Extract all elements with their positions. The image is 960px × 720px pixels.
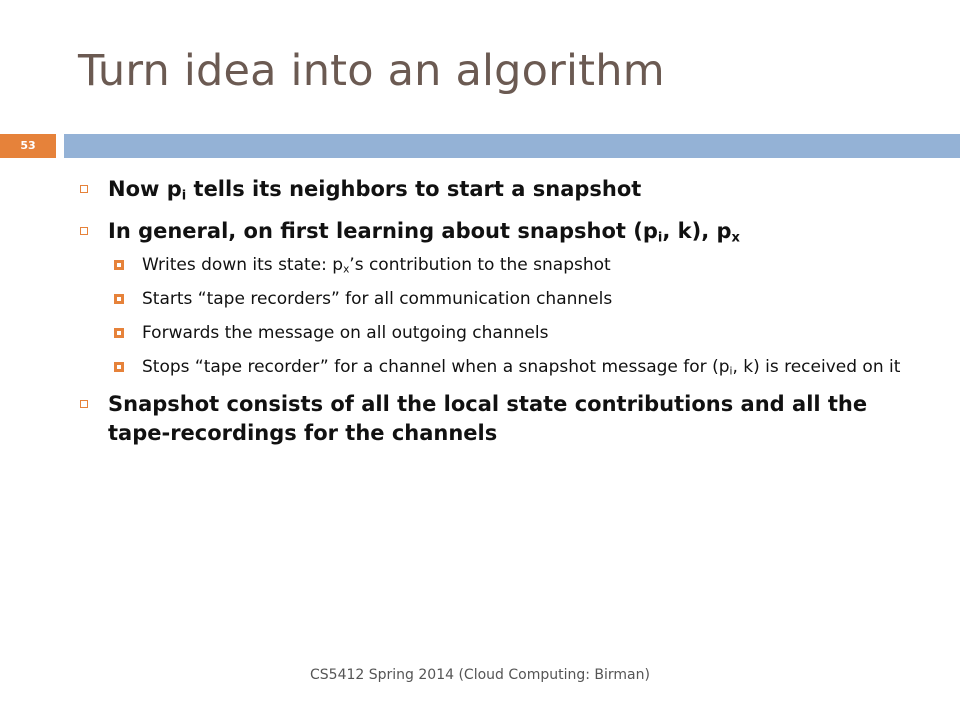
- bullet-snapshot-consists: [78, 390, 918, 448]
- filled-square-bullet-icon: [114, 260, 124, 270]
- bullet-first-learning: [78, 217, 918, 246]
- sub-bullet-stops-recorder: [78, 356, 918, 378]
- bullet-text-pre: Now p: [108, 177, 182, 201]
- subscript: x: [343, 263, 350, 276]
- sub-bullet-forwards-message: [78, 322, 918, 344]
- square-bullet-icon: [80, 227, 88, 235]
- sub-bullet-text: Starts “tape recorders” for all communication channels: [142, 289, 613, 309]
- bullet-text-post: tells its neighbors to start a snapshot: [186, 177, 642, 201]
- slide-title: Turn idea into an algorithm: [78, 46, 665, 96]
- slide-number: 53: [0, 134, 56, 158]
- slide-footer: CS5412 Spring 2014 (Cloud Computing: Birman): [310, 667, 650, 683]
- square-bullet-icon: [80, 185, 88, 193]
- sub-bullet-text-pre: Stops “tape recorder” for a channel when a snapshot message for (p: [142, 357, 730, 377]
- sub-bullet-text: Forwards the message on all outgoing channels: [142, 323, 549, 343]
- bullet-text: Snapshot consists of all the local state contributions and all the tape-recordings for the channels: [108, 392, 868, 445]
- subscript: i: [657, 230, 663, 246]
- filled-square-bullet-icon: [114, 362, 124, 372]
- bullet-start-snapshot: [78, 175, 918, 204]
- sub-bullet-writes-state: [78, 254, 918, 276]
- square-bullet-icon: [80, 400, 88, 408]
- sub-bullet-list: [78, 254, 918, 378]
- slide-content: [78, 172, 918, 448]
- sub-bullet-text-pre: Writes down its state: p: [142, 255, 344, 275]
- sub-bullet-text-post: , k) is received on it: [732, 357, 901, 377]
- subscript: x: [731, 230, 740, 246]
- bullet-text-mid: , k), p: [662, 219, 732, 243]
- subscript: i: [729, 365, 733, 378]
- subscript: i: [181, 188, 187, 204]
- bullet-text-pre: In general, on first learning about snapshot (p: [108, 219, 658, 243]
- sub-bullet-starts-recorders: [78, 288, 918, 310]
- sub-bullet-text-post: ’s contribution to the snapshot: [349, 255, 611, 275]
- filled-square-bullet-icon: [114, 294, 124, 304]
- filled-square-bullet-icon: [114, 328, 124, 338]
- header-bar: [64, 134, 960, 158]
